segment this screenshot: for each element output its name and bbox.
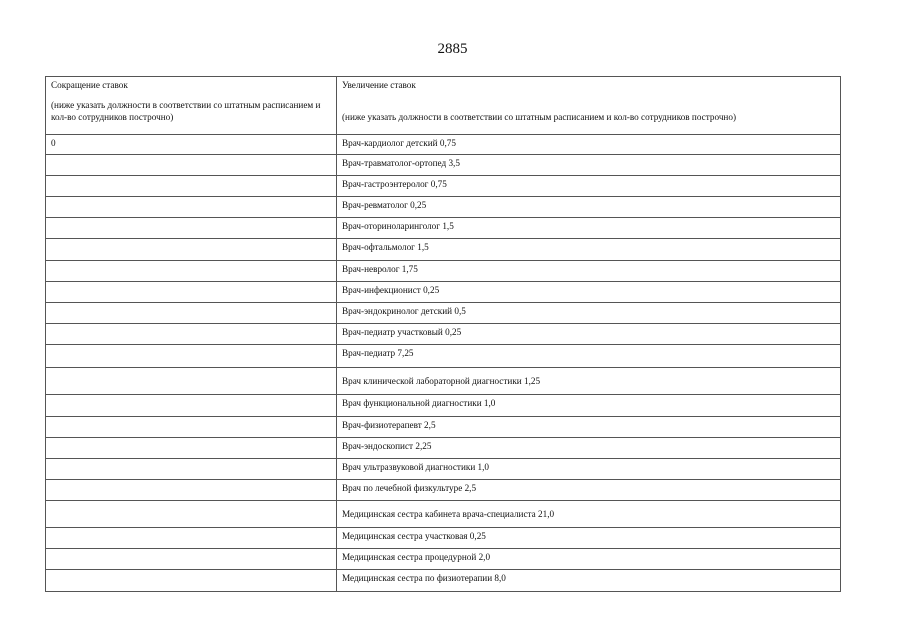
reduction-cell	[46, 417, 337, 438]
table-row	[46, 135, 841, 155]
table-row	[46, 528, 841, 549]
reduction-cell	[46, 303, 337, 324]
table-row	[46, 459, 841, 480]
header-note-increase: (ниже указать должности в соответствии со штатным расписанием и кол-во сотрудников построчно)	[342, 112, 737, 122]
table-row	[46, 417, 841, 438]
increase-cell: Врач-кардиолог детский 0,75	[337, 135, 841, 155]
increase-cell: Врач-ревматолог 0,25	[337, 197, 841, 218]
reduction-cell	[46, 345, 337, 368]
header-cell-increase	[337, 77, 841, 135]
increase-cell: Медицинская сестра по физиотерапии 8,0	[337, 570, 841, 592]
reduction-cell	[46, 282, 337, 303]
increase-cell: Медицинская сестра процедурной 2,0	[337, 549, 841, 570]
reduction-cell	[46, 155, 337, 176]
increase-cell: Врач-эндоскопист 2,25	[337, 438, 841, 459]
increase-cell: Врач-травматолог-ортопед 3,5	[337, 155, 841, 176]
table-row	[46, 501, 841, 528]
reduction-cell	[46, 261, 337, 282]
reduction-cell	[46, 501, 337, 528]
header-title-increase: Увеличение ставок	[342, 80, 416, 90]
increase-cell: Врач-гастроэнтеролог 0,75	[337, 176, 841, 197]
table-row	[46, 395, 841, 417]
header-note-reduction: (ниже указать должности в соответствии со штатным расписанием и кол-во сотрудников построчно)	[51, 100, 321, 122]
table-row	[46, 549, 841, 570]
reduction-cell	[46, 176, 337, 197]
table-row	[46, 282, 841, 303]
reduction-cell	[46, 570, 337, 592]
increase-cell: Врач-невролог 1,75	[337, 261, 841, 282]
table-row	[46, 261, 841, 282]
reduction-cell	[46, 528, 337, 549]
increase-cell: Медицинская сестра участковая 0,25	[337, 528, 841, 549]
reduction-cell	[46, 549, 337, 570]
table-row	[46, 324, 841, 345]
reduction-cell	[46, 459, 337, 480]
staff-changes-table	[45, 76, 841, 592]
increase-cell: Врач по лечебной физкультуре 2,5	[337, 480, 841, 501]
reduction-cell	[46, 395, 337, 417]
reduction-cell: 0	[46, 135, 337, 155]
reduction-cell	[46, 368, 337, 395]
reduction-cell	[46, 218, 337, 239]
page-number: 2885	[437, 41, 468, 57]
increase-cell: Врач-педиатр участковый 0,25	[337, 324, 841, 345]
table-row	[46, 480, 841, 501]
header-cell-reduction	[46, 77, 337, 135]
table-row	[46, 218, 841, 239]
header-title-reduction: Сокращение ставок	[51, 80, 128, 90]
increase-cell: Врач ультразвуковой диагностики 1,0	[337, 459, 841, 480]
table-header-row	[46, 77, 841, 135]
increase-cell: Врач-инфекционист 0,25	[337, 282, 841, 303]
increase-cell: Врач-офтальмолог 1,5	[337, 239, 841, 261]
increase-cell: Врач-эндокринолог детский 0,5	[337, 303, 841, 324]
reduction-cell	[46, 239, 337, 261]
reduction-cell	[46, 480, 337, 501]
table-row	[46, 303, 841, 324]
table-row	[46, 368, 841, 395]
table-row	[46, 197, 841, 218]
increase-cell: Врач-физиотерапевт 2,5	[337, 417, 841, 438]
reduction-cell	[46, 197, 337, 218]
reduction-cell	[46, 438, 337, 459]
table-row	[46, 155, 841, 176]
increase-cell: Врач-оториноларинголог 1,5	[337, 218, 841, 239]
table-row	[46, 570, 841, 592]
table-row	[46, 239, 841, 261]
increase-cell: Врач функциональной диагностики 1,0	[337, 395, 841, 417]
table-row	[46, 438, 841, 459]
increase-cell: Врач клинической лабораторной диагностики 1,25	[337, 368, 841, 395]
table-row	[46, 345, 841, 368]
reduction-cell	[46, 324, 337, 345]
increase-cell: Врач-педиатр 7,25	[337, 345, 841, 368]
table-row	[46, 176, 841, 197]
increase-cell: Медицинская сестра кабинета врача-специалиста 21,0	[337, 501, 841, 528]
